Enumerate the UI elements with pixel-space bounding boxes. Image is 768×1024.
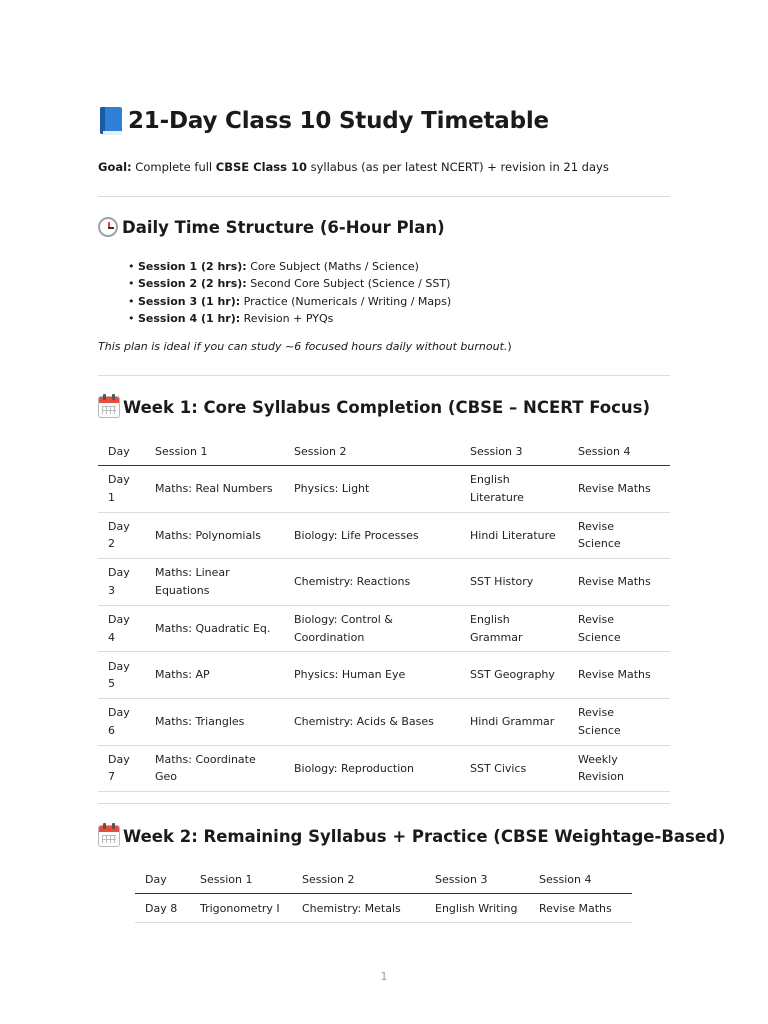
table-cell: English Writing [425,894,529,923]
table-cell: Maths: Real Numbers [145,466,284,513]
table-cell: Biology: Control & Coordination [284,605,460,652]
list-item [128,275,451,292]
divider [98,803,670,804]
table-cell: Day 7 [98,745,145,792]
table-cell: Day 1 [98,466,145,513]
column-header: Day [98,437,145,466]
plan-note [98,340,512,353]
bullet: • [128,311,135,325]
week2-table [135,866,632,923]
table-row [98,605,670,652]
table-cell: Hindi Grammar [460,698,568,745]
table-row [98,559,670,606]
plan-note-italic: This plan is ideal if you can study ~6 focused hours daily without burnout. [98,340,508,353]
goal-text-2: syllabus (as per latest NCERT) + revision in 21 days [306,160,609,174]
week2-heading [98,825,725,847]
table-cell: Maths: Triangles [145,698,284,745]
table-cell: Revise Science [568,698,670,745]
table-cell: Revise Maths [568,466,670,513]
table-cell: English Literature [460,466,568,513]
table-cell: Maths: AP [145,652,284,699]
daily-structure-heading-text: Daily Time Structure (6-Hour Plan) [122,217,445,237]
daily-structure-heading [98,217,445,237]
column-header: Session 4 [568,437,670,466]
session-text: Practice (Numericals / Writing / Maps) [240,294,452,308]
table-cell: Hindi Literature [460,512,568,559]
goal-label: Goal: [98,160,132,174]
column-header: Session 3 [425,866,529,894]
table-row [98,698,670,745]
table-cell: Physics: Light [284,466,460,513]
table-cell: Chemistry: Reactions [284,559,460,606]
list-item [128,310,451,327]
table-row [98,466,670,513]
table-cell: Maths: Polynomials [145,512,284,559]
table-cell: Maths: Quadratic Eq. [145,605,284,652]
table-cell: SST History [460,559,568,606]
table-cell: Day 4 [98,605,145,652]
session-label: Session 1 (2 hrs): [138,260,247,273]
goal-bold: CBSE Class 10 [215,160,307,174]
column-header: Session 3 [460,437,568,466]
week1-table [98,437,670,792]
table-row [135,894,632,923]
bullet: • [128,260,135,273]
table-cell: English Grammar [460,605,568,652]
bullet: • [128,277,135,291]
table-cell: Trigonometry I [190,894,292,923]
session-label: Session 3 (1 hr): [138,294,241,308]
bullet: • [128,294,135,308]
table-cell: Biology: Life Processes [284,512,460,559]
page-number: 1 [380,970,388,983]
week1-heading-text: Week 1: Core Syllabus Completion (CBSE – NCERT Focus) [123,397,651,417]
session-text: Core Subject (Maths / Science) [246,260,419,273]
column-header: Session 2 [292,866,425,894]
table-header-row [135,866,632,894]
week2-heading-text: Week 2: Remaining Syllabus + Practice (CBSE Weightage-Based) [123,826,726,846]
session-label: Session 4 (1 hr): [138,311,241,325]
table-cell: Physics: Human Eye [284,652,460,699]
week1-heading [98,396,650,418]
table-cell: Day 6 [98,698,145,745]
plan-note-tail: ) [507,340,512,353]
session-text: Revision + PYQs [240,311,334,325]
calendar-icon [98,396,120,418]
clock-icon [98,217,118,237]
table-cell: Day 3 [98,559,145,606]
table-cell: Revise Maths [529,894,632,923]
column-header: Day [135,866,190,894]
table-row [98,745,670,792]
session-text: Second Core Subject (Science / SST) [246,277,451,291]
list-item [128,293,451,310]
table-cell: Day 5 [98,652,145,699]
table-cell: Chemistry: Metals [292,894,425,923]
table-cell: Biology: Reproduction [284,745,460,792]
column-header: Session 1 [145,437,284,466]
column-header: Session 2 [284,437,460,466]
table-cell: Revise Maths [568,652,670,699]
session-list [128,258,451,327]
table-cell: Revise Maths [568,559,670,606]
table-cell: SST Civics [460,745,568,792]
table-cell: Day 2 [98,512,145,559]
divider [98,196,670,197]
table-cell: SST Geography [460,652,568,699]
table-cell: Chemistry: Acids & Bases [284,698,460,745]
list-item [128,258,451,275]
table-cell: Day 8 [135,894,190,923]
page-title-text: 21-Day Class 10 Study Timetable [128,108,549,134]
session-label: Session 2 (2 hrs): [138,277,247,291]
divider [98,375,670,376]
table-cell: Revise Science [568,512,670,559]
table-cell: Maths: Linear Equations [145,559,284,606]
calendar-icon [98,825,120,847]
blue-book-icon [98,106,124,136]
goal-line [98,160,609,174]
goal-text-1: Complete full [131,160,216,174]
table-row [98,652,670,699]
column-header: Session 4 [529,866,632,894]
page-title [98,106,549,136]
table-cell: Revise Science [568,605,670,652]
table-row [98,512,670,559]
column-header: Session 1 [190,866,292,894]
table-header-row [98,437,670,466]
table-cell: Maths: Coordinate Geo [145,745,284,792]
table-cell: Weekly Revision [568,745,670,792]
